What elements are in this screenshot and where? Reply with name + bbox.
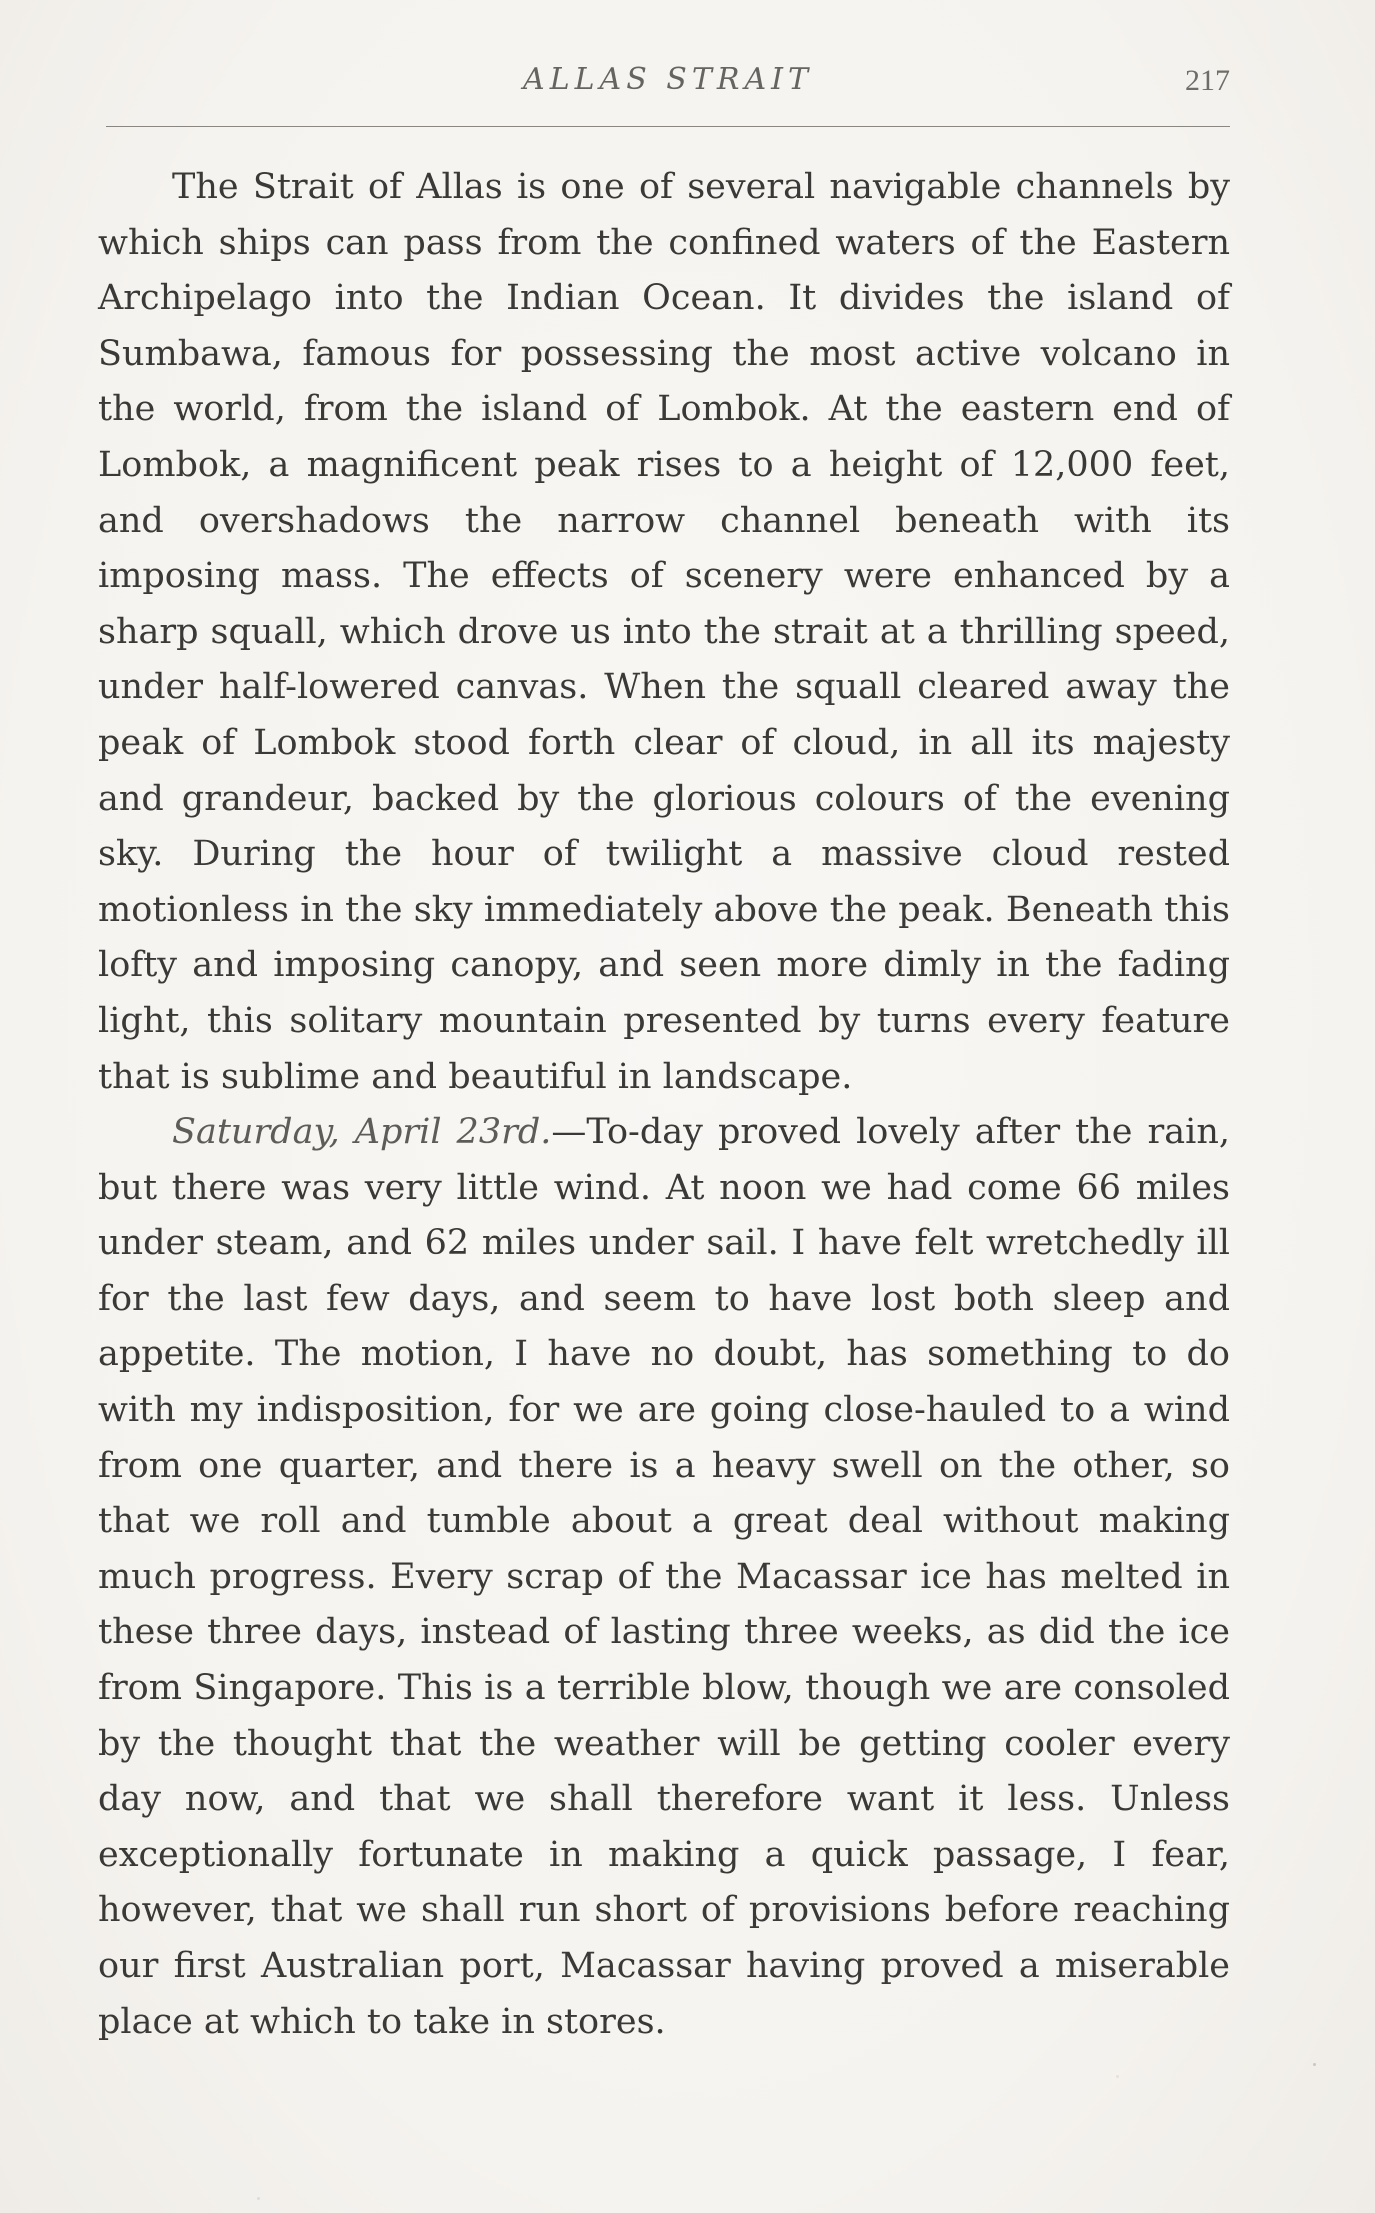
- body-text: [98, 160, 1230, 2050]
- running-title: ALLAS STRAIT: [523, 62, 813, 97]
- paper-speck: [1313, 2063, 1316, 2066]
- paper-speck: [1116, 2075, 1119, 2078]
- page-number: 217: [1185, 64, 1230, 97]
- diary-date: Saturday, April 23rd.: [172, 1112, 552, 1153]
- diary-text: —To-day proved lovely after the rain, but there was very little wind. At noon we had come 66 miles under steam, and 62 miles under sail. I have felt wretchedly ill for the last few days, and seem to have lost both sleep and appetite. The motion, I have no doubt, has something to do with my indisposition, for we are going close-hauled to a wind from one quarter, and there is a heavy swell on the other, so that we roll and tumble about a great deal without making much progress. Every scrap of the Macassar ice has melted in these three days, instead of lasting three weeks, as did the ice from Singapore. This is a terrible blow, though we are consoled by the thought that the weather will be getting cooler every day now, and that we shall therefore want it less. Unless exceptionally fortunate in making a quick passage, I fear, however, that we shall run short of provisions before reaching our first Australian port, Macassar having proved a miserable place at which to take in stores.: [98, 1112, 1230, 2042]
- paragraph-diary-entry: [98, 1105, 1230, 2050]
- header-divider: [106, 126, 1230, 127]
- paragraph-allas-strait: The Strait of Allas is one of several navigable channels by which ships can pass from the confined waters of the Eastern Archipelago into the Indian Ocean. It divides the island of Sumbawa, famous for possessing the most active volcano in the world, from the island of Lombok. At the eastern end of Lombok, a magnificent peak rises to a height of 12,000 feet, and overshadows the narrow channel beneath with its imposing mass. The effects of scenery were enhanced by a sharp squall, which drove us into the strait at a thrilling speed, under half-lowered canvas. When the squall cleared away the peak of Lombok stood forth clear of cloud, in all its majesty and grandeur, backed by the glorious colours of the evening sky. During the hour of twilight a massive cloud rested motionless in the sky immediately above the peak. Beneath this lofty and imposing canopy, and seen more dimly in the fading light, this solitary mountain presented by turns every feature that is sublime and beautiful in landscape.: [98, 167, 1230, 1097]
- running-head: [106, 62, 1230, 102]
- paper-speck: [257, 2197, 260, 2200]
